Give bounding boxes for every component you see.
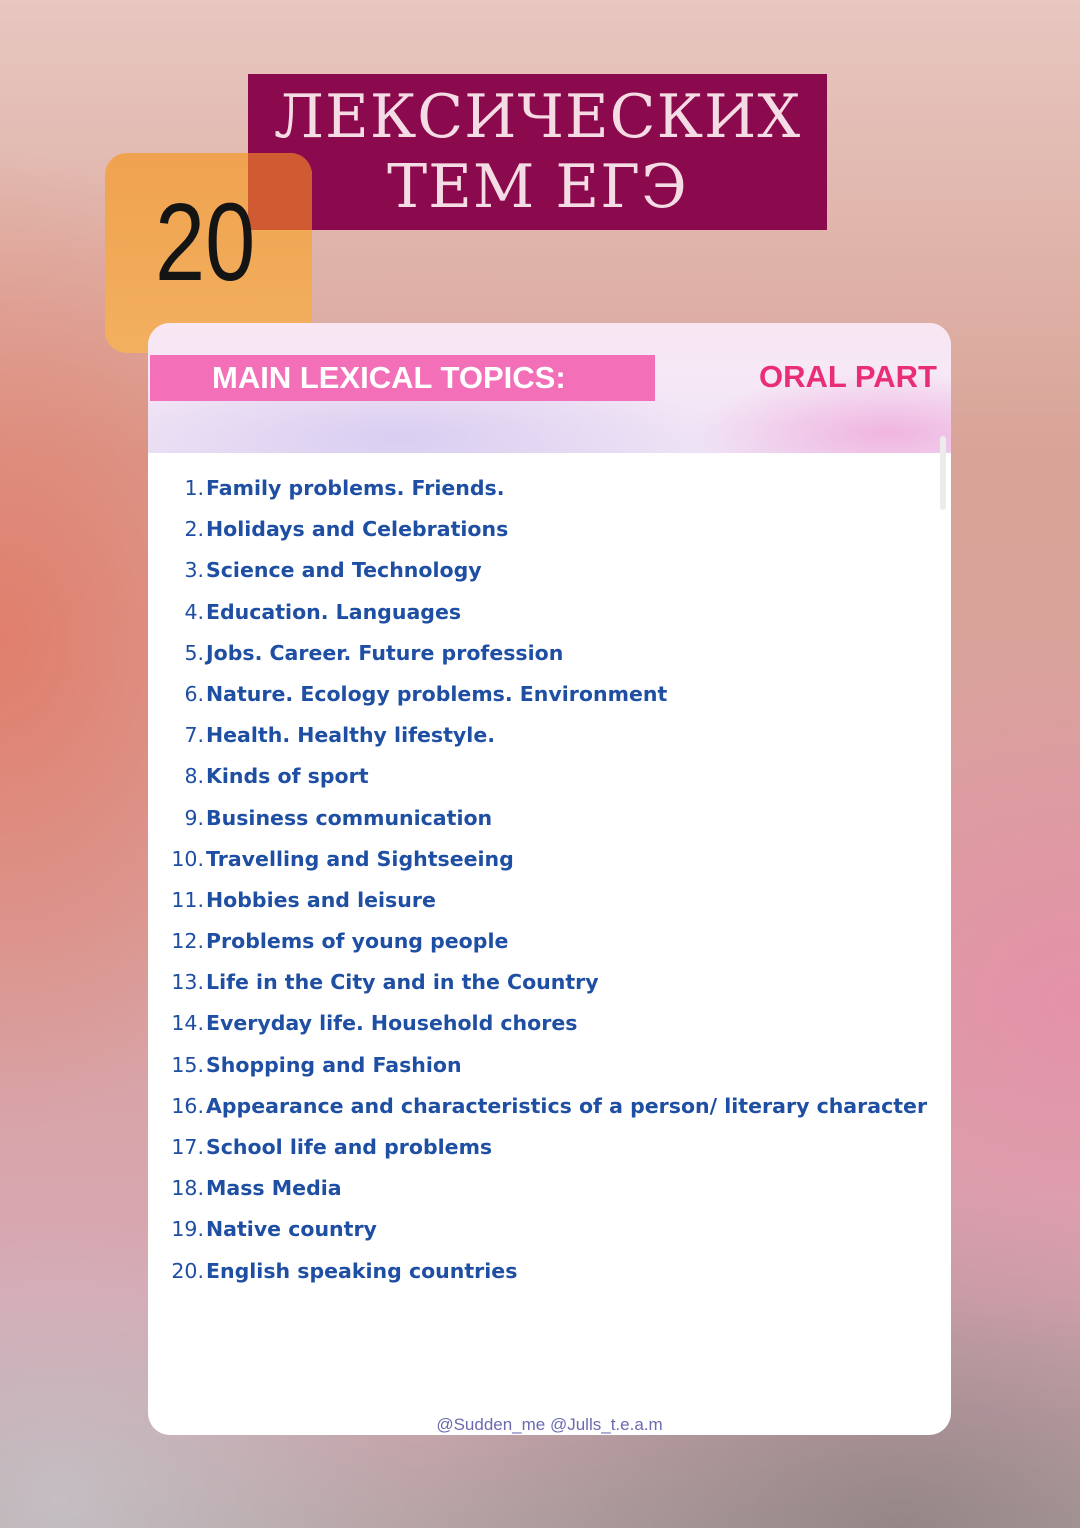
- list-item: [148, 1209, 951, 1250]
- topic-text: Education. Languages: [206, 599, 462, 624]
- list-item: [148, 839, 951, 880]
- list-item: [148, 674, 951, 715]
- list-item: [148, 509, 951, 550]
- list-item: [148, 1168, 951, 1209]
- topic-number: 19.: [171, 1217, 204, 1242]
- topic-text: Family problems. Friends.: [206, 476, 505, 500]
- topic-number: 7.: [184, 723, 204, 748]
- topic-text: Problems of young people: [206, 929, 509, 954]
- list-item: [148, 550, 951, 591]
- title-line-2: ТЕМ ЕГЭ: [387, 152, 688, 222]
- topic-number: 5.: [184, 640, 204, 665]
- topic-text: Science and Technology: [206, 558, 482, 583]
- topic-number: 8.: [184, 764, 204, 789]
- topic-text: Health. Healthy lifestyle.: [206, 723, 496, 748]
- title-box: [248, 74, 827, 230]
- list-item: [148, 633, 951, 674]
- topic-number: 17.: [171, 1135, 204, 1159]
- topics-label-bar: [150, 355, 655, 401]
- list-item: [148, 1127, 951, 1168]
- topic-text: Life in the City and in the Country: [206, 970, 599, 995]
- badge-number: 20: [155, 181, 256, 304]
- list-item: [148, 1086, 951, 1127]
- topic-number: 6.: [184, 681, 204, 706]
- footer-credit: @Sudden_me @Julls_t.e.a.m: [436, 1415, 663, 1434]
- topic-text: Jobs. Career. Future profession: [206, 640, 564, 665]
- list-item: [148, 962, 951, 1003]
- list-item: [148, 798, 951, 839]
- list-item: [148, 1045, 951, 1086]
- section-label: ORAL PART: [759, 359, 937, 394]
- topic-list: [148, 468, 951, 1292]
- badge-overlap-corner: [248, 153, 312, 230]
- topic-number: 18.: [171, 1176, 204, 1201]
- topic-number: 14.: [171, 1011, 204, 1036]
- list-item: [148, 715, 951, 756]
- card-header: [148, 323, 951, 453]
- topic-number: 11.: [171, 887, 204, 912]
- topic-text: Shopping and Fashion: [206, 1052, 462, 1077]
- topic-text: Mass Media: [206, 1176, 342, 1201]
- topic-text: Business communication: [206, 805, 493, 830]
- topic-text: Hobbies and leisure: [206, 887, 436, 912]
- topic-number: 9.: [184, 805, 204, 830]
- topic-text: Everyday life. Household chores: [206, 1011, 578, 1036]
- list-item: [148, 880, 951, 921]
- topic-text: Kinds of sport: [206, 764, 369, 789]
- topic-number: 12.: [171, 929, 204, 954]
- list-item: [148, 921, 951, 962]
- list-item: [148, 1251, 951, 1292]
- topic-number: 16.: [171, 1093, 204, 1118]
- topic-text: Travelling and Sightseeing: [206, 846, 514, 871]
- topics-label: MAIN LEXICAL TOPICS:: [212, 360, 566, 395]
- list-item: [148, 1003, 951, 1044]
- topic-number: 3.: [184, 558, 204, 583]
- list-item: [148, 468, 951, 509]
- topic-text: Appearance and characteristics of a person/ literary character: [206, 1093, 928, 1118]
- topic-number: 4.: [184, 599, 204, 624]
- topic-number: 13.: [171, 970, 204, 995]
- topic-text: Nature. Ecology problems. Environment: [206, 681, 668, 706]
- topic-number: 2.: [184, 517, 204, 542]
- topic-text: School life and problems: [206, 1135, 493, 1159]
- topics-card: [148, 323, 951, 1435]
- list-item: [148, 756, 951, 797]
- topic-number: 1.: [184, 476, 204, 500]
- topic-number: 10.: [171, 846, 204, 871]
- title-line-1: ЛЕКСИЧЕСКИХ: [273, 82, 802, 152]
- topic-number: 20.: [171, 1258, 204, 1283]
- topic-text: Native country: [206, 1217, 377, 1242]
- topic-number: 15.: [171, 1052, 204, 1077]
- list-item: [148, 592, 951, 633]
- topic-text: Holidays and Celebrations: [206, 517, 509, 542]
- topic-text: English speaking countries: [206, 1258, 518, 1283]
